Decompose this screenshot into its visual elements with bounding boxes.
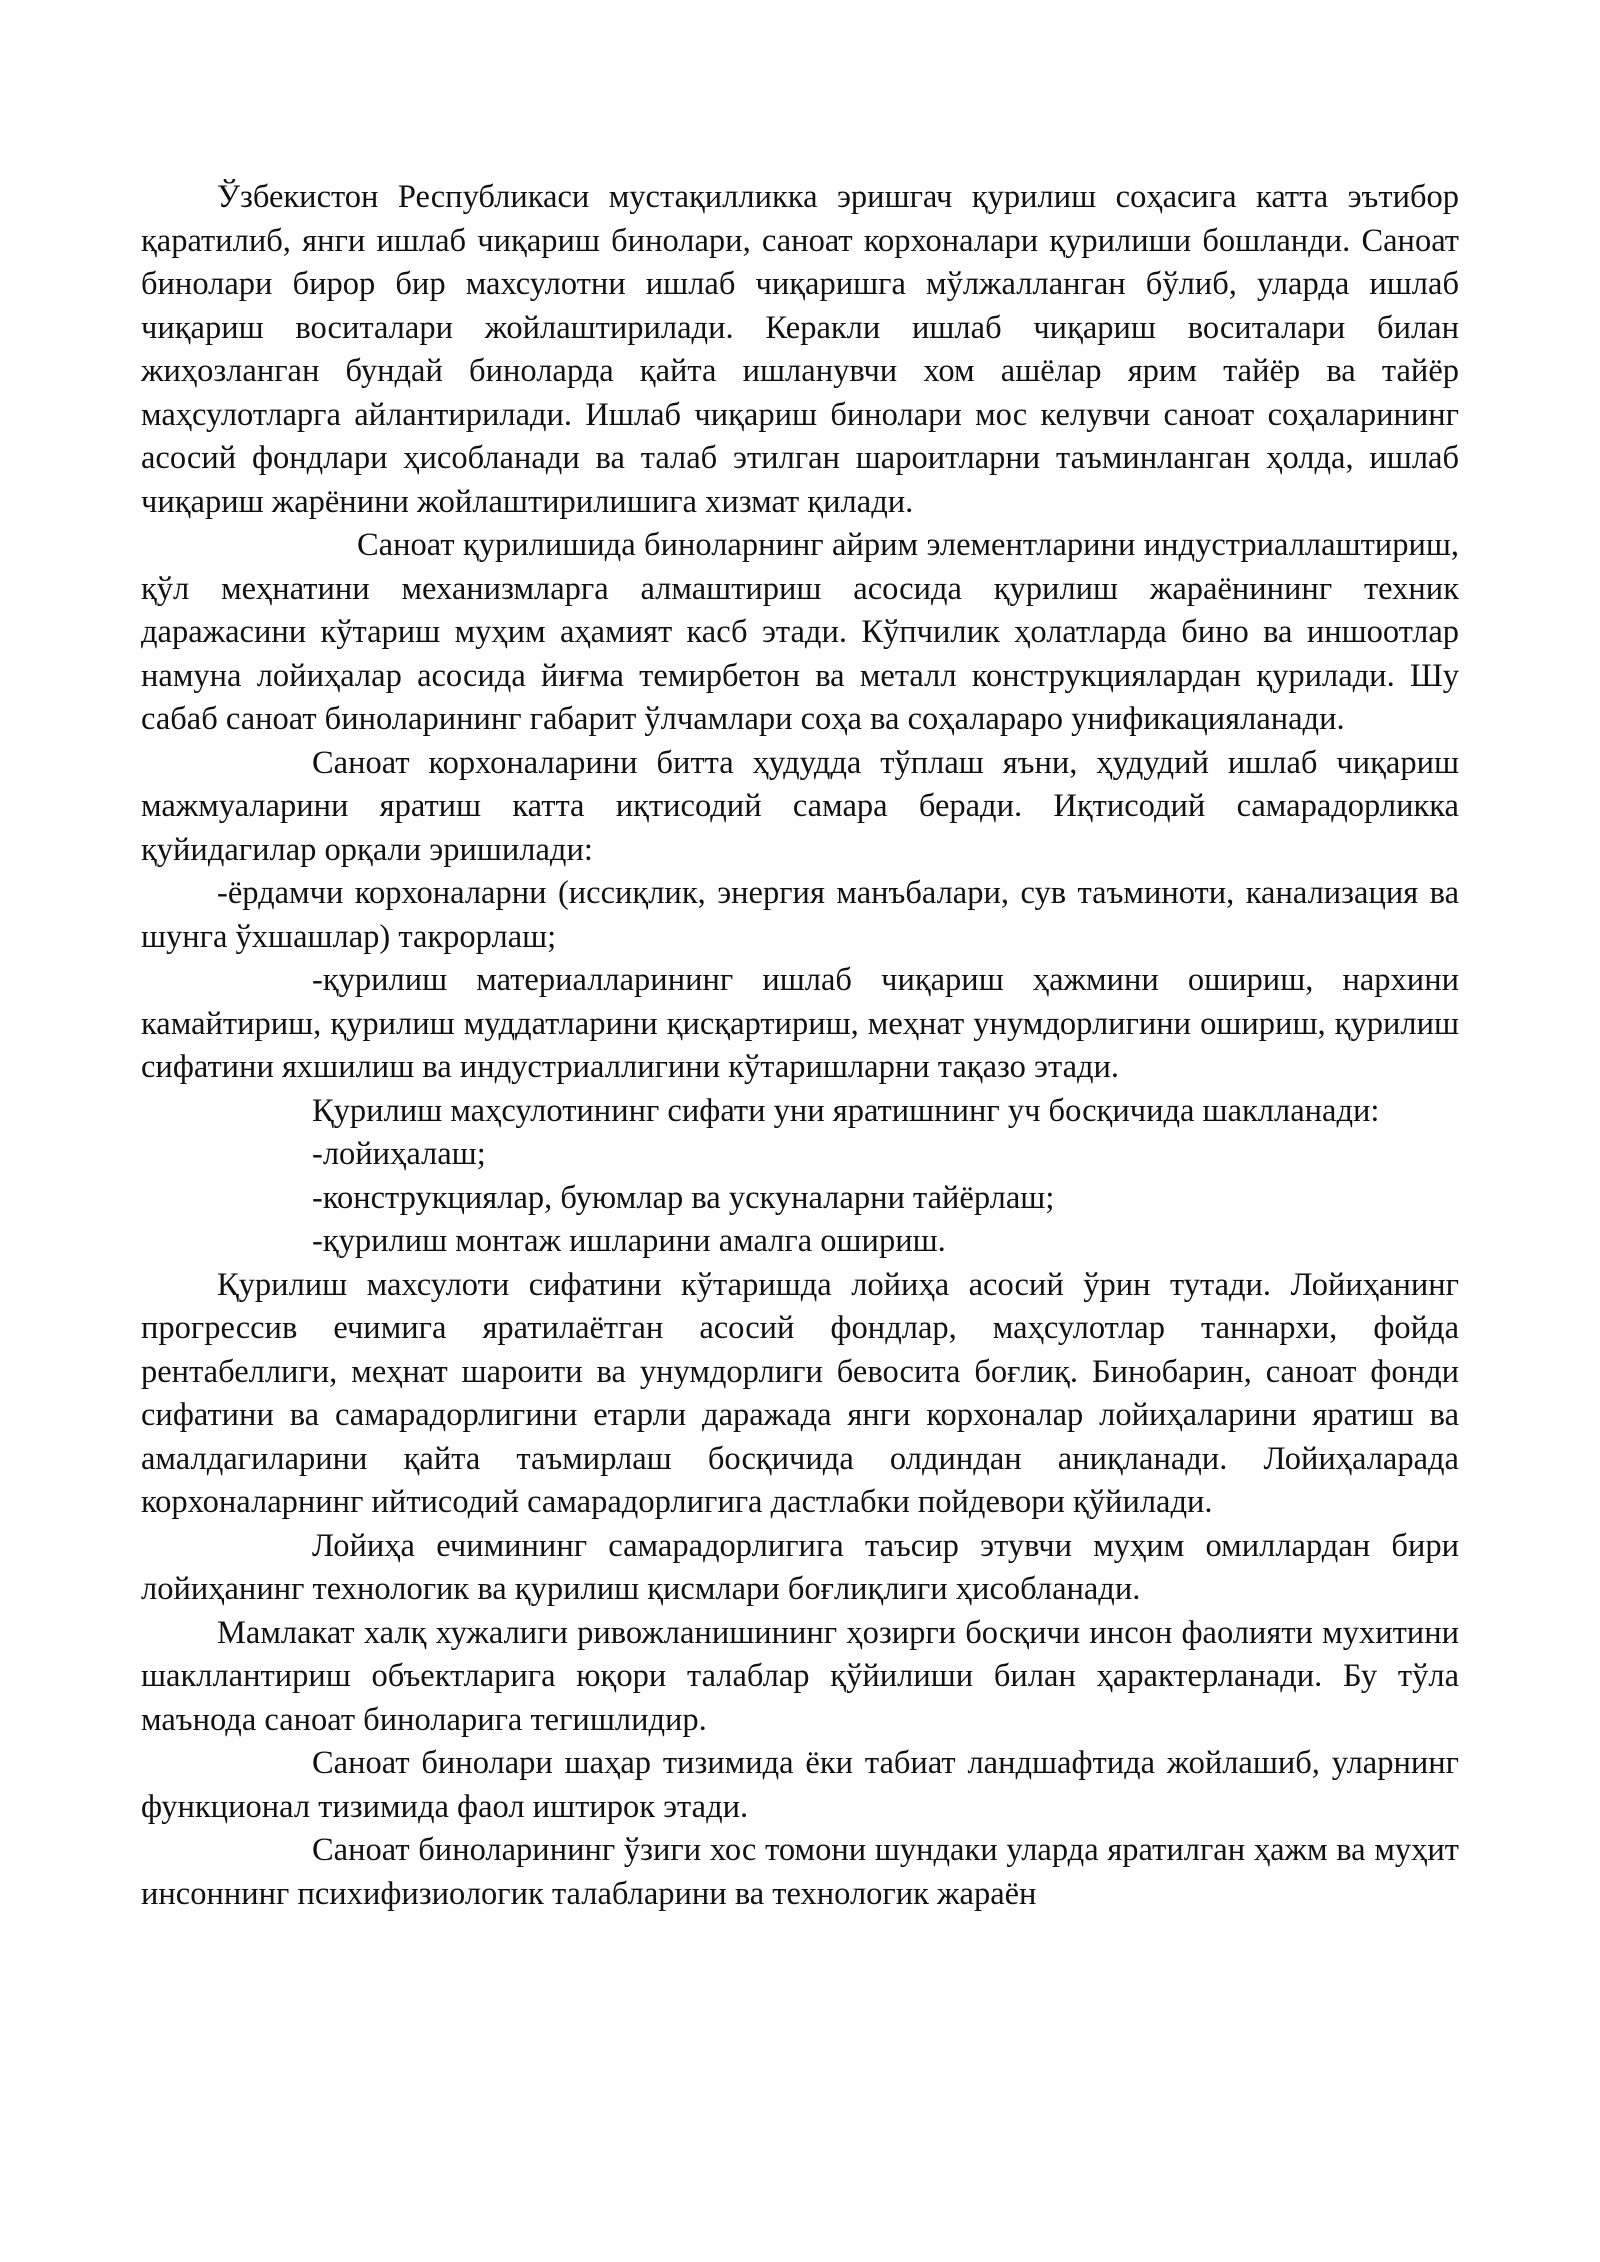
list-item-materials-production: -қурилиш материалларининг ишлаб чиқариш ҳажмини ошириш, нархини камайтириш, қурилиш муддатларини қисқартириш, меҳнат унумдорлигини ошириш, қурилиш сифатини яхшилиш ва индустриаллигини кўтаришларни тақазо этади. — [141, 962, 1459, 1085]
document-page — [141, 176, 1459, 1916]
paragraph-design-role: Қурилиш махсулоти сифатини кўтаришда лойиҳа асосий ўрин тутади. Лойиҳанинг прогрессив ечимига яратилаётган асосий фондлар, маҳсулотлар таннархи, фойда рентабеллиги, меҳнат шароити ва унумдорлиги бевосита боғлиқ. Бинобарин, саноат фонди сифатини ва самарадорлигини етарли даражада янги корхоналар лойиҳаларини яратиш ва амалдагиларини қайта таъмирлаш босқичида олдиндан аниқланади. Лойиҳаларада корхоналарнинг ийтисодий самарадорлигига дастлабки пойдевори қўйилади. — [141, 1266, 1459, 1520]
paragraph-territorial-complexes: Саноат корхоналарини битта ҳудудда тўплаш яъни, ҳудудий ишлаб чиқариш мажмуаларини яратиш катта иқтисодий самара беради. Иқтисодий самарадорликка қуйидагилар орқали эришилади: — [141, 744, 1459, 868]
paragraph-quality-stages: Қурилиш маҳсулотининг сифати уни яратишнинг уч босқичида шаклланади: — [312, 1092, 1380, 1129]
list-item-manufacturing: -конструкциялар, буюмлар ва ускуналарни тайёрлаш; — [312, 1179, 1055, 1216]
paragraph-industrialization: Саноат қурилишида биноларнинг айрим элементларини индустриаллаштириш, қўл меҳнатини механизмларга алмаштириш асосида қурилиш жараёнининг техник даражасини кўтариш муҳим аҳамият касб этади. Кўпчилик ҳолатларда бино ва иншоотлар намуна лойиҳалар асосида йиғма темирбетон ва металл конструкциялардан қурилади. Шу сабаб саноат биноларининг габарит ўлчамлари соҳа ва соҳалараро унификацияланади. — [141, 527, 1459, 737]
list-item-installation: -қурилиш монтаж ишларини амалга ошириш. — [312, 1223, 946, 1259]
list-item-design: -лойиҳалаш; — [312, 1136, 486, 1172]
paragraph-independence-construction: Ўзбекистон Республикаси мустақилликка эришгач қурилиш соҳасига катта эътибор қаратилиб, янги ишлаб чиқариш бинолари, саноат корхоналари қурилиши бошланди. Саноат бинолари бирор бир махсулотни ишлаб чиқаришга мўлжалланган бўлиб, уларда ишлаб чиқариш воситалари жойлаштирилади. Керакли ишлаб чиқариш воситалари билан жиҳозланган бундай биноларда қайта ишланувчи хом ашёлар ярим тайёр ва тайёр маҳсулотларга айлантирилади. Ишлаб чиқариш бинолари мос келувчи саноат соҳаларининг асосий фондлари ҳисобланади ва талаб этилган шароитларни таъминланган ҳолда, ишлаб чиқариш жарёнини жойлаштирилишига хизмат қилади. — [141, 179, 1459, 520]
list-item-auxiliary-enterprises: -ёрдамчи корхоналарни (иссиқлик, энергия манъбалари, сув таъминоти, канализация ва шунга ўхшашлар) такрорлаш; — [141, 875, 1459, 955]
paragraph-national-economy: Мамлакат халқ хужалиги ривожланишининг ҳозирги босқичи инсон фаолияти мухитини шакллантириш объектларига юқори талаблар қўйилиши билан ҳарактерланади. Бу тўла маънода саноат биноларига тегишлидир. — [141, 1614, 1459, 1738]
paragraph-design-efficiency: Лойиҳа ечимининг самарадорлигига таъсир этувчи муҳим омиллардан бири лойиҳанинг технологик ва қурилиш қисмлари боғлиқлиги ҳисобланади. — [141, 1527, 1459, 1607]
paragraph-building-specifics: Саноат биноларининг ўзиги хос томони шундаки уларда яратилган ҳажм ва муҳит инсоннинг психифизиологик талабларини ва технологик жараён — [141, 1832, 1459, 1912]
paragraph-city-system: Саноат бинолари шаҳар тизимида ёки табиат ландшафтида жойлашиб, уларнинг функционал тизимида фаол иштирок этади. — [141, 1745, 1459, 1825]
